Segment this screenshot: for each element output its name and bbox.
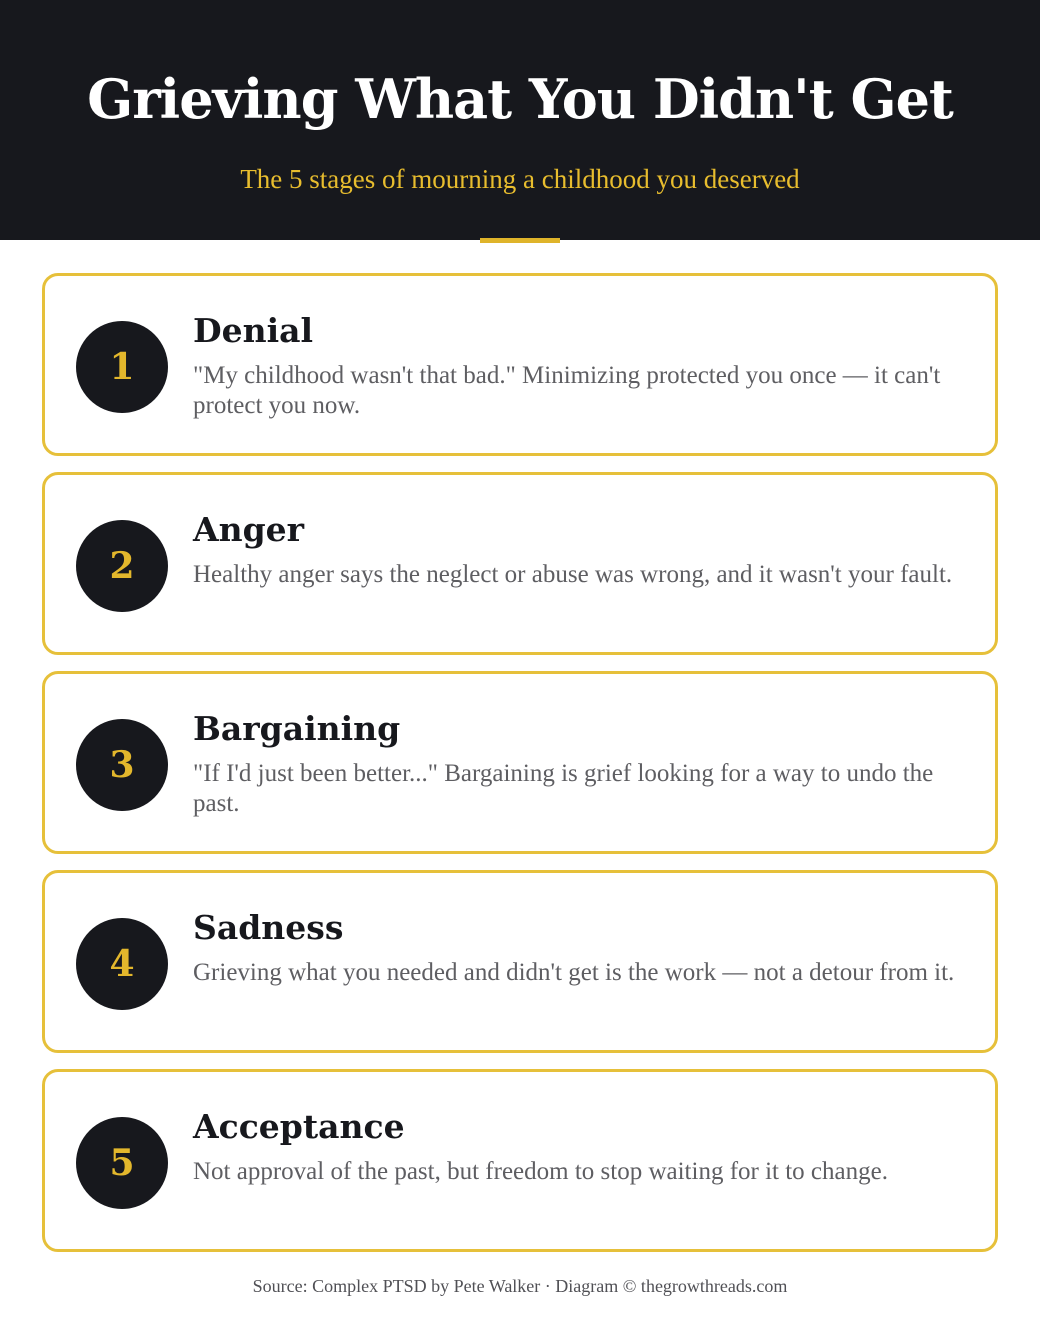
stage-card-bargaining [42,671,998,854]
stage-card-sadness [42,870,998,1053]
stage-number-badge: 3 [76,719,168,811]
stage-description: Grieving what you needed and didn't get is the work — not a detour from it. [193,959,955,986]
stage-number-badge: 5 [76,1117,168,1209]
stage-number-badge: 2 [76,520,168,612]
stage-description: "My childhood wasn't that bad." Minimizing protected you once — it can't protect you now. [193,362,941,419]
accent-divider [480,238,560,243]
stage-card-anger [42,472,998,655]
stage-title: Sadness [193,908,344,947]
stage-title: Bargaining [193,709,401,748]
stage-number-badge: 1 [76,321,168,413]
source-footer: Source: Complex PTSD by Pete Walker · Diagram © thegrowthreads.com [252,1276,788,1296]
stage-card-acceptance [42,1069,998,1252]
stage-title: Denial [193,311,314,350]
stage-card-denial [42,273,998,456]
stage-description: Not approval of the past, but freedom to stop waiting for it to change. [193,1158,888,1185]
stage-description: Healthy anger says the neglect or abuse was wrong, and it wasn't your fault. [193,561,953,588]
page-title: Grieving What You Didn't Get [87,67,953,131]
stage-number-badge: 4 [76,918,168,1010]
stage-title: Anger [193,510,305,549]
stage-title: Acceptance [193,1107,405,1146]
stage-description: "If I'd just been better..." Bargaining is grief looking for a way to undo the past. [193,760,934,817]
page-subtitle: The 5 stages of mourning a childhood you deserved [240,164,800,194]
stages-list [42,273,998,1268]
header-banner [0,0,1040,240]
